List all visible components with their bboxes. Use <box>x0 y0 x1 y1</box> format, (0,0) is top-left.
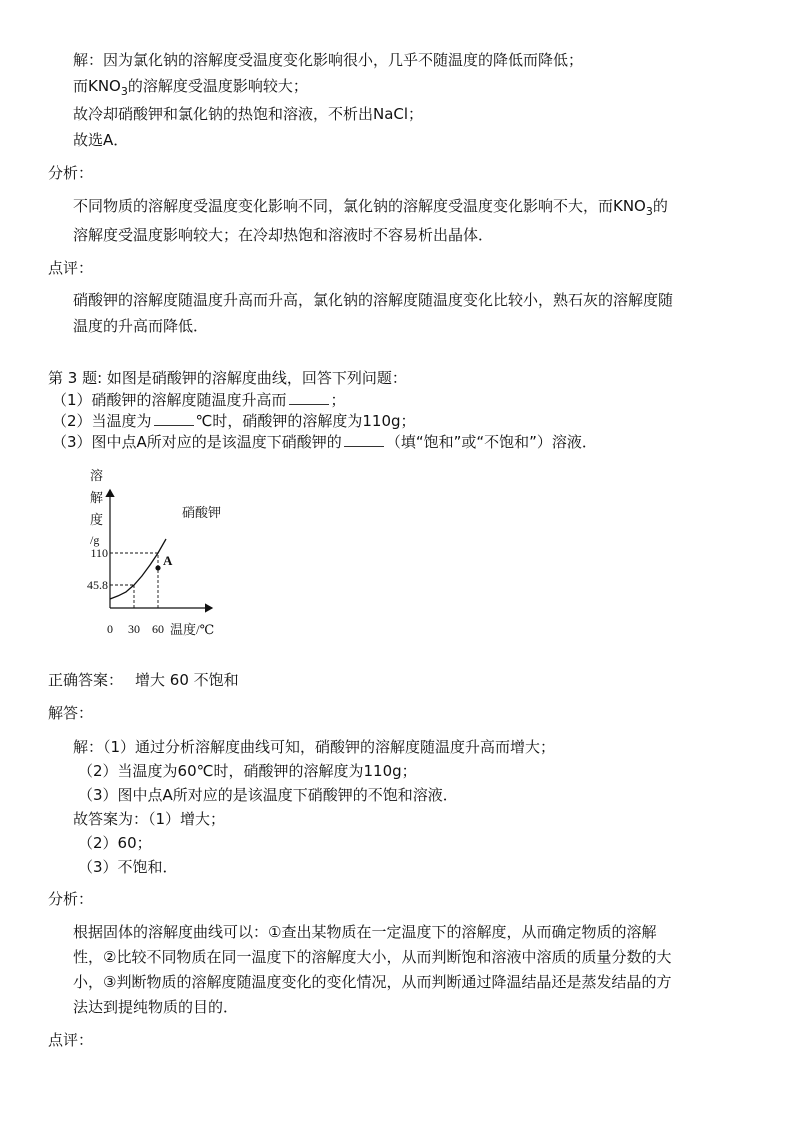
analysis-label: 分析： <box>48 164 94 182</box>
analysis-line-2: 溶解度受温度影响较大；在冷却热饱和溶液时不容易析出晶体． <box>73 226 494 244</box>
question-title: 第 3 题: 如图是硝酸钾的溶解度曲线，回答下列问题： <box>48 369 407 387</box>
solution-line-4: 故选A． <box>73 131 129 149</box>
subscript: 3 <box>645 205 653 218</box>
answer-blank <box>344 432 384 447</box>
solution-step-3: （3）图中点A所对应的是该温度下硝酸钾的不饱和溶液． <box>78 786 458 804</box>
text-fragment: 的 <box>652 197 668 215</box>
x-tick-label: 30 <box>128 622 140 636</box>
analysis-line-2: 性，②比较不同物质在同一温度下的溶解度大小，从而判断饱和溶液中溶质的质量分数的大 <box>73 948 672 966</box>
text-fragment: （2）当温度为 <box>52 412 152 430</box>
solution-label: 解答： <box>48 704 94 722</box>
comment-label: 点评： <box>48 259 94 277</box>
text-fragment: 的溶解度受温度影响较大； <box>127 77 308 95</box>
answer-blank <box>289 390 329 405</box>
solution-line-1: 解：因为氯化钠的溶解度受温度变化影响很小，几乎不随温度的降低而降低； <box>73 51 584 69</box>
x-tick-label: 60 <box>152 622 164 636</box>
text-fragment: ℃时，硝酸钾的溶解度为110g； <box>195 412 416 430</box>
question-item-3 <box>52 432 597 452</box>
y-axis-label <box>90 468 103 547</box>
x-tick-label: 0 <box>107 622 113 636</box>
analysis-line-1 <box>73 196 668 222</box>
comment-line-2: 温度的升高而降低． <box>73 317 209 335</box>
y-label-char: /g <box>90 533 100 547</box>
final-answer-2: （2）60； <box>78 834 152 852</box>
comment-label: 点评： <box>48 1031 94 1049</box>
text-fragment: （3）图中点A所对应的是该温度下硝酸钾的 <box>52 433 342 451</box>
guide-lines <box>110 553 158 608</box>
y-label-char: 溶 <box>90 468 104 483</box>
correct-answer-value: 增大 60 不饱和 <box>135 671 239 689</box>
analysis-line-3: 小，③判断物质的溶解度随温度变化的变化情况，从而判断通过降温结晶还是蒸发结晶的方 <box>73 973 672 991</box>
question-item-1 <box>52 390 346 410</box>
analysis-label: 分析： <box>48 890 94 908</box>
point-a-marker <box>155 565 160 570</box>
series-label: 硝酸钾 <box>182 505 222 520</box>
comment-line-1: 硝酸钾的溶解度随温度升高而升高，氯化钠的溶解度随温度变化比较小，熟石灰的溶解度随 <box>73 291 674 309</box>
y-label-char: 解 <box>90 490 104 505</box>
point-a-label: A <box>163 552 173 568</box>
y-tick-label: 110 <box>90 546 108 560</box>
solution-step-1: 解：（1）通过分析溶解度曲线可知，硝酸钾的溶解度随温度升高而增大； <box>73 738 556 756</box>
question-item-2 <box>52 411 416 431</box>
text-fragment: 而KNO <box>73 77 121 95</box>
text-fragment: ； <box>330 391 346 409</box>
subscript: 3 <box>120 85 128 98</box>
solubility-chart <box>82 468 232 643</box>
final-answer-3: （3）不饱和． <box>78 858 178 876</box>
analysis-line-1: 根据固体的溶解度曲线可以：①查出某物质在一定温度下的溶解度，从而确定物质的溶解 <box>73 923 657 941</box>
correct-answer-label: 正确答案： <box>48 671 124 689</box>
text-fragment: （1）硝酸钾的溶解度随温度升高而 <box>52 391 287 409</box>
y-label-char: 度 <box>90 512 104 527</box>
x-axis-label: 温度/℃ <box>170 622 215 637</box>
correct-answer <box>48 670 239 690</box>
answer-blank <box>154 411 194 426</box>
solution-step-2: （2）当温度为60℃时，硝酸钾的溶解度为110g； <box>78 762 417 780</box>
solution-line-3: 故冷却硝酸钾和氯化钠的热饱和溶液，不析出NaCl； <box>73 105 424 123</box>
text-fragment: （填“饱和”或“不饱和”）溶液． <box>385 433 597 451</box>
solution-line-2 <box>73 76 308 102</box>
y-tick-label: 45.8 <box>87 578 108 592</box>
analysis-line-4: 法达到提纯物质的目的． <box>73 998 239 1016</box>
final-answer-1: 故答案为：（1）增大； <box>73 810 226 828</box>
text-fragment: 不同物质的溶解度受温度变化影响不同，氯化钠的溶解度受温度变化影响不大，而KNO <box>73 197 646 215</box>
